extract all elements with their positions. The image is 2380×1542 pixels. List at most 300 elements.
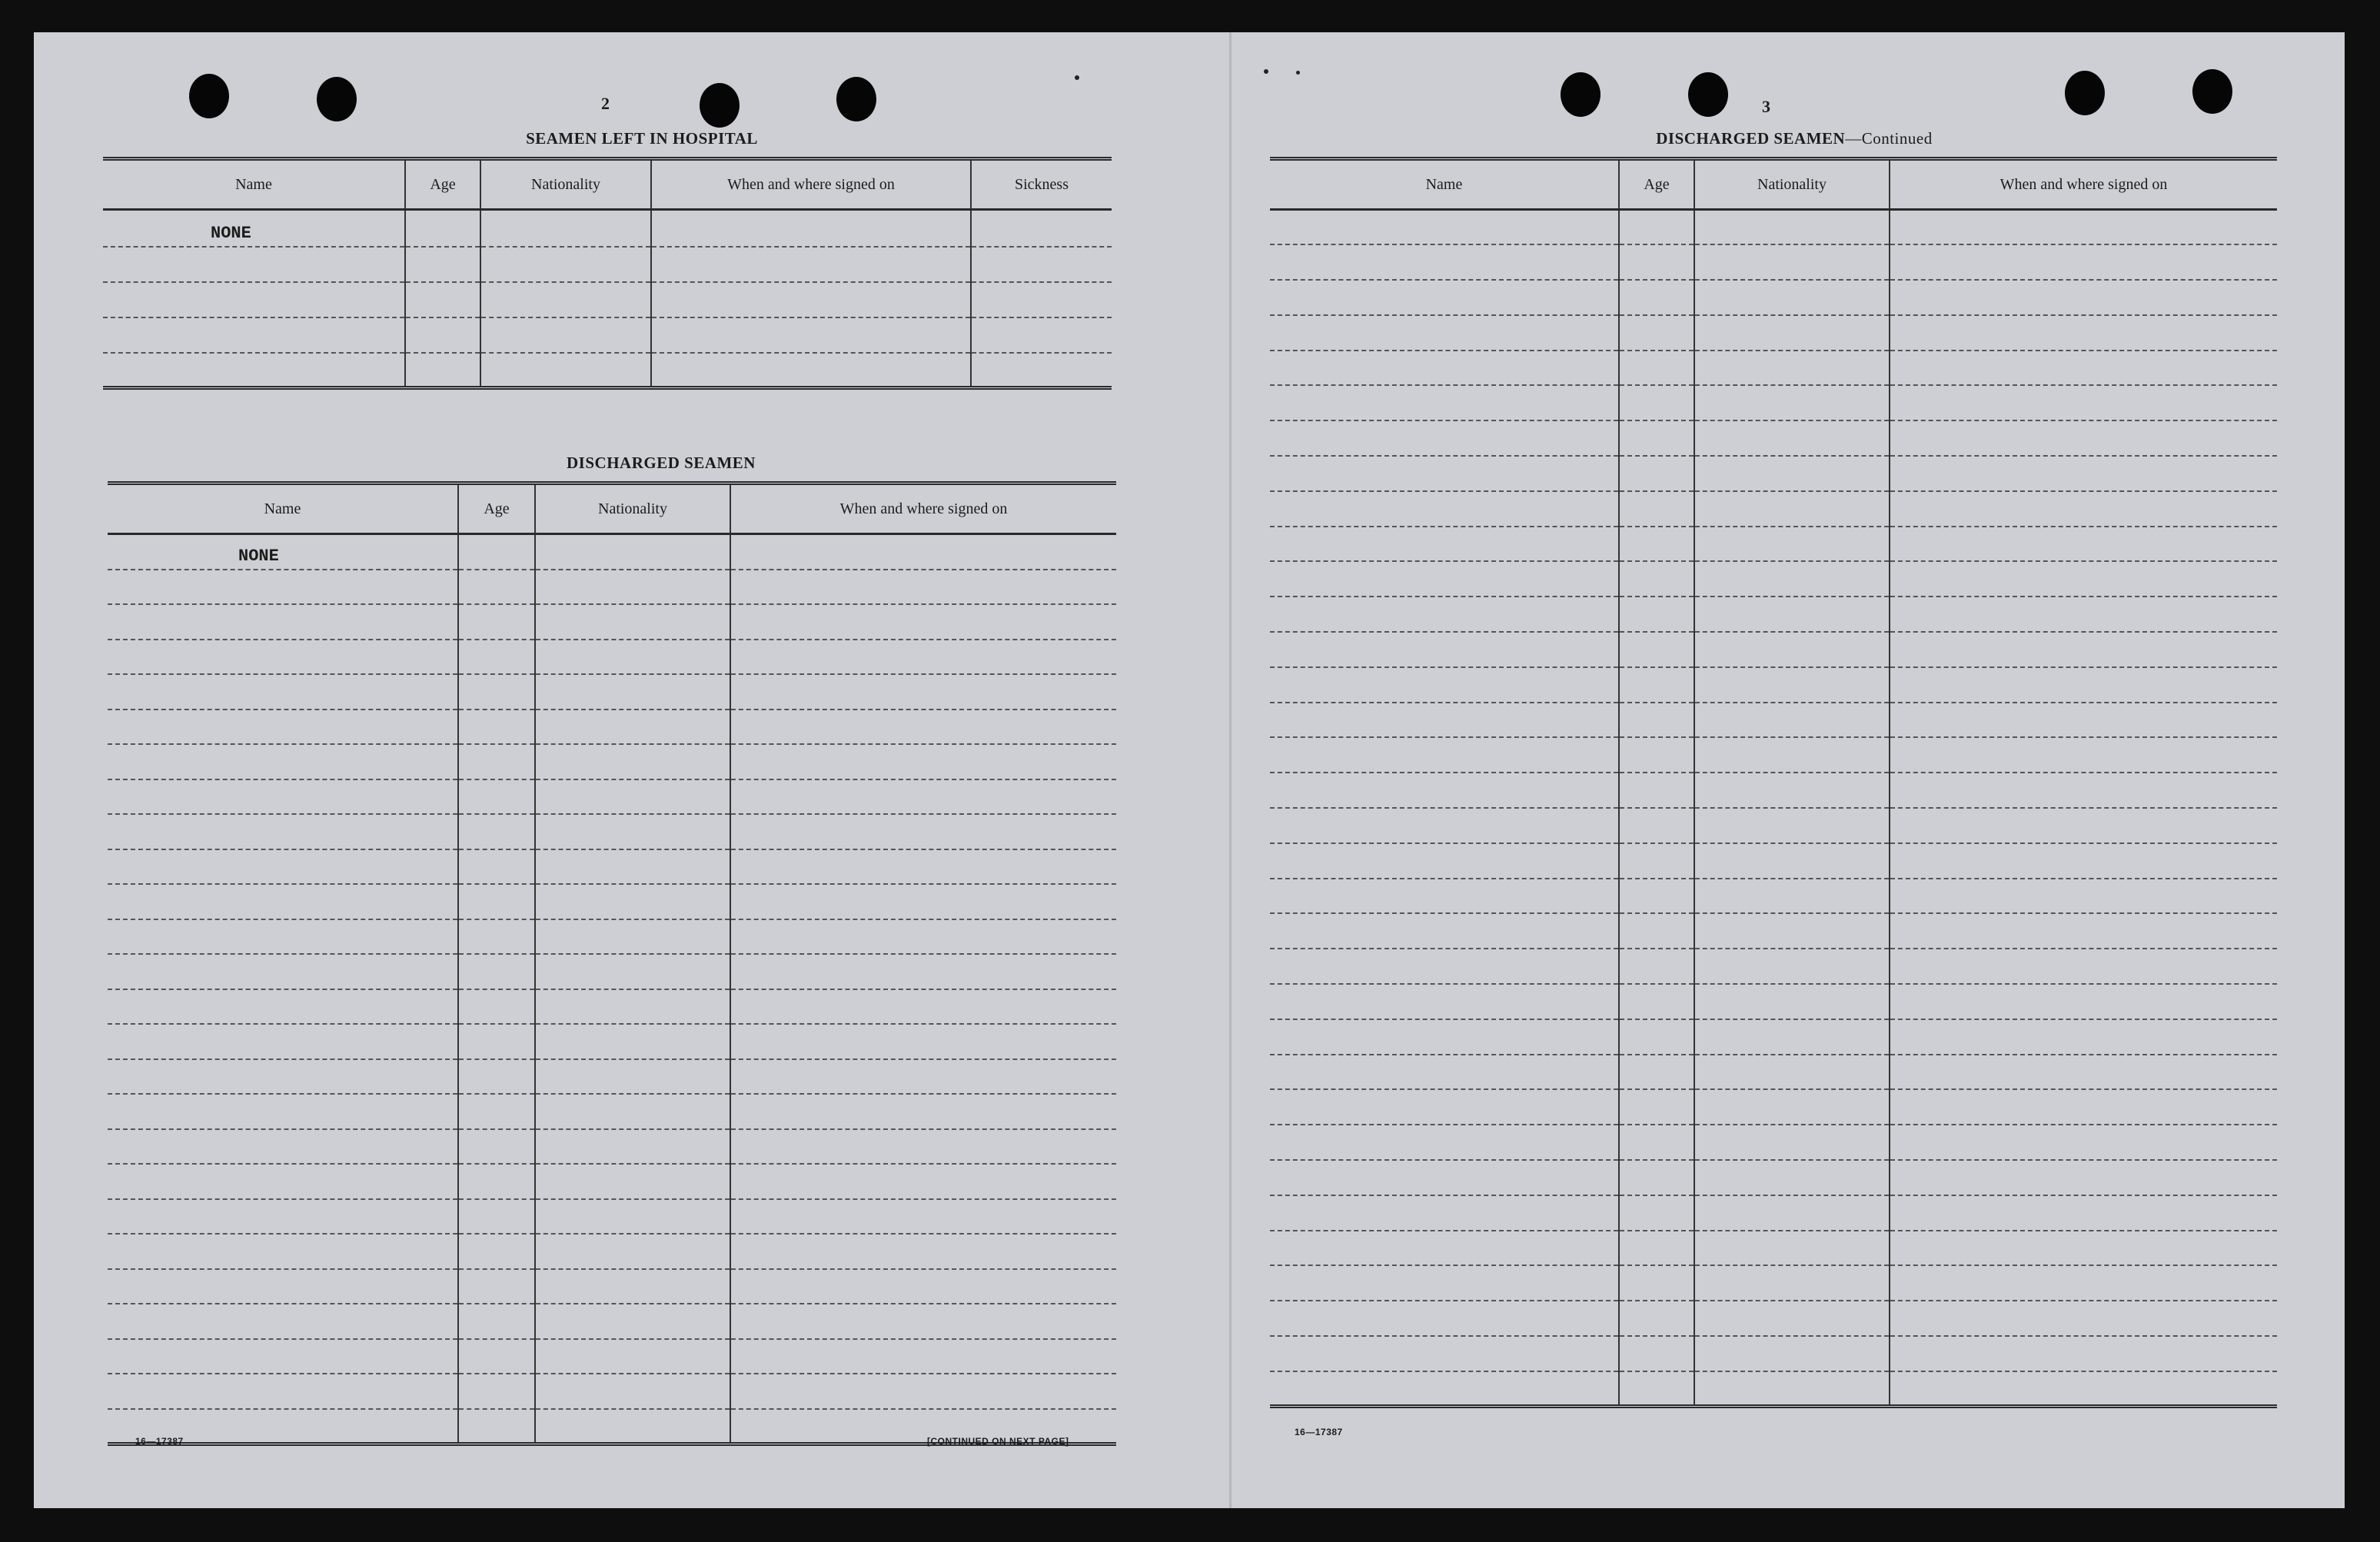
- table-cell: [1270, 1089, 1619, 1125]
- table-cell: [535, 954, 730, 989]
- table-cell: [1694, 1231, 1890, 1266]
- table-cell: [730, 954, 1116, 989]
- table-cell: [458, 1304, 535, 1339]
- table-cell: [458, 1199, 535, 1235]
- table-cell: [1619, 597, 1694, 632]
- table-cell: [103, 353, 405, 388]
- col-header-signed-on: When and where signed on: [1890, 159, 2277, 210]
- punch-hole: [2192, 69, 2232, 114]
- table-cell: [1270, 737, 1619, 773]
- table-cell: [103, 317, 405, 353]
- table-cell: [1619, 315, 1694, 351]
- col-header-nationality: Nationality: [535, 484, 730, 534]
- table-cell: [1890, 1019, 2277, 1055]
- table-cell: [535, 604, 730, 640]
- table-cell: [535, 919, 730, 955]
- table-cell: [1619, 737, 1694, 773]
- table-cell: [1890, 527, 2277, 562]
- table-cell: [1619, 843, 1694, 879]
- table-cell: [1270, 1336, 1619, 1371]
- table-cell: [1694, 843, 1890, 879]
- table-cell: [730, 1234, 1116, 1269]
- hospital-table: [103, 157, 1112, 390]
- table-cell: [730, 1024, 1116, 1059]
- table-cell: [535, 1059, 730, 1095]
- table-cell: [458, 1024, 535, 1059]
- table-cell: [1270, 1055, 1619, 1090]
- table-cell: [108, 919, 458, 955]
- table-cell: [1890, 280, 2277, 315]
- table-cell: [1890, 737, 2277, 773]
- table-cell: [1270, 561, 1619, 597]
- table-cell: [535, 1094, 730, 1129]
- table-cell: [730, 884, 1116, 919]
- table-cell: [1890, 210, 2277, 245]
- table-cell: [1619, 808, 1694, 843]
- table-cell: [730, 674, 1116, 710]
- table-cell: [1270, 280, 1619, 315]
- table-cell: [1694, 280, 1890, 315]
- table-cell: [1694, 315, 1890, 351]
- table-cell: [458, 744, 535, 779]
- table-cell: [1694, 1371, 1890, 1407]
- table-cell: [480, 210, 651, 247]
- table-cell: [1619, 1336, 1694, 1371]
- punch-hole: [2065, 71, 2105, 115]
- table-cell: [1619, 1160, 1694, 1195]
- table-cell: [458, 710, 535, 745]
- table-cell: [458, 534, 535, 570]
- form-number-right: 16—17387: [1295, 1427, 1343, 1437]
- table-cell: [535, 1339, 730, 1374]
- table-cell: [103, 282, 405, 317]
- table-cell: [108, 710, 458, 745]
- table-cell: [1270, 385, 1619, 420]
- table-cell: [1619, 1231, 1694, 1266]
- table-cell: [108, 1059, 458, 1095]
- table-cell: [1890, 1336, 2277, 1371]
- table-cell: [108, 1304, 458, 1339]
- table-cell: [480, 317, 651, 353]
- table-cell: [1890, 984, 2277, 1019]
- table-cell: [730, 1269, 1116, 1304]
- table-cell: [108, 1269, 458, 1304]
- discharged-continued-title: [1271, 129, 2317, 148]
- table-cell: [1619, 1019, 1694, 1055]
- table-cell: [1270, 773, 1619, 808]
- table-cell: [1890, 632, 2277, 667]
- table-cell: [730, 534, 1116, 570]
- table-cell: [1694, 456, 1890, 491]
- table-cell: [971, 317, 1112, 353]
- table-cell: [1694, 949, 1890, 984]
- table-cell: [651, 247, 971, 282]
- table-cell: [730, 1059, 1116, 1095]
- table-cell: [535, 1024, 730, 1059]
- table-cell: [1619, 1265, 1694, 1301]
- table-cell: [1270, 1195, 1619, 1231]
- table-cell: [1619, 527, 1694, 562]
- table-cell: [108, 989, 458, 1025]
- table-cell: [1890, 949, 2277, 984]
- table-cell: [1694, 808, 1890, 843]
- table-cell: [1890, 351, 2277, 386]
- table-cell: [730, 1129, 1116, 1165]
- table-cell: [1890, 1195, 2277, 1231]
- table-cell: [1270, 632, 1619, 667]
- table-cell: [108, 884, 458, 919]
- col-header-age: Age: [458, 484, 535, 534]
- table-cell: [1619, 210, 1694, 245]
- table-cell: [1890, 913, 2277, 949]
- table-cell: [730, 1374, 1116, 1409]
- table-cell: [651, 353, 971, 388]
- table-cell: [108, 570, 458, 605]
- table-cell: [1270, 879, 1619, 914]
- table-cell: [1694, 667, 1890, 703]
- table-cell: [535, 744, 730, 779]
- table-cell: [1694, 737, 1890, 773]
- table-cell: [405, 247, 480, 282]
- table-cell: [1890, 315, 2277, 351]
- table-cell: [535, 849, 730, 885]
- table-cell: [535, 710, 730, 745]
- table-cell: [1270, 843, 1619, 879]
- table-cell: [1270, 491, 1619, 527]
- table-cell: [1694, 1265, 1890, 1301]
- table-cell: [458, 604, 535, 640]
- table-cell: [535, 674, 730, 710]
- table-cell: [1890, 667, 2277, 703]
- ink-speck: [1264, 69, 1268, 74]
- table-cell: [108, 1094, 458, 1129]
- hospital-entry-name: NONE: [211, 223, 251, 243]
- table-cell: [458, 1374, 535, 1409]
- table-cell: [1890, 561, 2277, 597]
- table-cell: [1694, 527, 1890, 562]
- table-cell: [480, 282, 651, 317]
- table-cell: [458, 884, 535, 919]
- table-cell: [730, 710, 1116, 745]
- table-cell: [535, 989, 730, 1025]
- table-cell: [1694, 632, 1890, 667]
- discharged-table-right: [1270, 157, 2277, 1408]
- table-cell: [535, 1269, 730, 1304]
- table-cell: [405, 282, 480, 317]
- table-cell: [971, 282, 1112, 317]
- table-cell: [1270, 527, 1619, 562]
- discharged-section-title: DISCHARGED SEAMEN: [567, 454, 756, 472]
- ink-speck: [1296, 71, 1300, 75]
- col-header-age: Age: [405, 159, 480, 210]
- table-cell: [1619, 244, 1694, 280]
- table-cell: [458, 1409, 535, 1444]
- table-cell: [971, 210, 1112, 247]
- table-cell: [1890, 1160, 2277, 1195]
- table-cell: [458, 1269, 535, 1304]
- table-cell: [1270, 456, 1619, 491]
- table-cell: [1270, 420, 1619, 456]
- col-header-signed-on: When and where signed on: [651, 159, 971, 210]
- table-cell: [1270, 667, 1619, 703]
- table-cell: [1619, 456, 1694, 491]
- table-cell: [1890, 1125, 2277, 1160]
- table-cell: [535, 1164, 730, 1199]
- table-cell: [1694, 597, 1890, 632]
- table-cell: [535, 570, 730, 605]
- page-number-left: 2: [601, 94, 610, 113]
- table-cell: [108, 1129, 458, 1165]
- discharged-table-left: [108, 481, 1116, 1446]
- table-cell: [730, 1094, 1116, 1129]
- table-cell: [1890, 420, 2277, 456]
- punch-hole: [700, 83, 740, 128]
- table-cell: [108, 604, 458, 640]
- table-cell: [1619, 561, 1694, 597]
- table-cell: [1694, 491, 1890, 527]
- table-cell: [1694, 244, 1890, 280]
- table-cell: [1890, 1371, 2277, 1407]
- table-cell: [1270, 1265, 1619, 1301]
- table-cell: [535, 1234, 730, 1269]
- table-cell: [1890, 879, 2277, 914]
- table-cell: [1619, 1055, 1694, 1090]
- table-cell: [1694, 1019, 1890, 1055]
- table-cell: [108, 744, 458, 779]
- table-cell: [458, 954, 535, 989]
- table-cell: [535, 1409, 730, 1444]
- table-cell: [1890, 703, 2277, 738]
- table-cell: [1890, 773, 2277, 808]
- table-cell: [1890, 1231, 2277, 1266]
- table-cell: [1890, 244, 2277, 280]
- table-cell: [1270, 1125, 1619, 1160]
- table-cell: [405, 317, 480, 353]
- table-cell: [971, 353, 1112, 388]
- table-cell: [108, 1234, 458, 1269]
- table-cell: [1694, 1089, 1890, 1125]
- table-cell: [458, 849, 535, 885]
- table-cell: [535, 1199, 730, 1235]
- table-cell: [458, 1059, 535, 1095]
- table-cell: [1270, 703, 1619, 738]
- col-header-sickness: Sickness: [971, 159, 1112, 210]
- table-cell: [1619, 420, 1694, 456]
- table-cell: [1694, 1055, 1890, 1090]
- table-cell: [730, 1304, 1116, 1339]
- continued-note: [CONTINUED ON NEXT PAGE]: [927, 1436, 1069, 1447]
- table-cell: [1619, 703, 1694, 738]
- table-cell: [1694, 561, 1890, 597]
- table-cell: [971, 247, 1112, 282]
- table-cell: [1890, 843, 2277, 879]
- table-cell: [1890, 456, 2277, 491]
- page-number-right: 3: [1762, 97, 1770, 116]
- table-cell: [103, 247, 405, 282]
- table-cell: [1694, 420, 1890, 456]
- punch-hole: [836, 77, 876, 121]
- table-cell: [1890, 1265, 2277, 1301]
- col-header-signed-on: When and where signed on: [730, 484, 1116, 534]
- table-cell: [458, 989, 535, 1025]
- col-header-name: Name: [108, 484, 458, 534]
- table-cell: [651, 317, 971, 353]
- hospital-section-title: SEAMEN LEFT IN HOSPITAL: [526, 129, 758, 148]
- table-cell: [1694, 1160, 1890, 1195]
- col-header-nationality: Nationality: [1694, 159, 1890, 210]
- table-cell: [730, 570, 1116, 605]
- table-cell: [1890, 597, 2277, 632]
- col-header-age: Age: [1619, 159, 1694, 210]
- table-cell: [651, 282, 971, 317]
- table-cell: [405, 353, 480, 388]
- title-main: DISCHARGED SEAMEN: [1656, 129, 1846, 148]
- table-cell: [730, 849, 1116, 885]
- table-cell: [405, 210, 480, 247]
- table-cell: [108, 779, 458, 815]
- table-cell: [458, 814, 535, 849]
- table-cell: [1890, 808, 2277, 843]
- punch-hole: [1688, 72, 1728, 117]
- table-cell: [1619, 949, 1694, 984]
- table-cell: [1619, 984, 1694, 1019]
- table-cell: [1619, 491, 1694, 527]
- table-cell: [480, 353, 651, 388]
- table-cell: [730, 814, 1116, 849]
- table-cell: [108, 849, 458, 885]
- table-cell: [1619, 667, 1694, 703]
- table-cell: [458, 1234, 535, 1269]
- table-cell: [108, 1374, 458, 1409]
- table-cell: [1890, 1089, 2277, 1125]
- table-cell: [1270, 597, 1619, 632]
- table-cell: [458, 1094, 535, 1129]
- table-cell: [1694, 385, 1890, 420]
- table-cell: [730, 1164, 1116, 1199]
- table-cell: [535, 1129, 730, 1165]
- table-cell: [730, 1339, 1116, 1374]
- table-cell: [1619, 632, 1694, 667]
- table-cell: [1270, 315, 1619, 351]
- table-cell: [1270, 808, 1619, 843]
- table-cell: [1619, 913, 1694, 949]
- page-fold: [1229, 32, 1232, 1508]
- table-cell: [1694, 984, 1890, 1019]
- table-cell: [535, 884, 730, 919]
- table-cell: [1270, 351, 1619, 386]
- table-cell: [1270, 1231, 1619, 1266]
- table-cell: [1270, 1371, 1619, 1407]
- table-cell: [108, 1199, 458, 1235]
- table-cell: [108, 640, 458, 675]
- table-cell: [1619, 1301, 1694, 1336]
- table-cell: [108, 674, 458, 710]
- table-cell: [1694, 773, 1890, 808]
- table-cell: [480, 247, 651, 282]
- table-cell: [108, 814, 458, 849]
- table-cell: [1619, 385, 1694, 420]
- punch-hole: [1561, 72, 1601, 117]
- discharged-entry-name: NONE: [238, 546, 279, 566]
- table-cell: [730, 604, 1116, 640]
- table-cell: [730, 744, 1116, 779]
- table-cell: [1694, 210, 1890, 245]
- table-cell: [730, 779, 1116, 815]
- table-cell: [1694, 703, 1890, 738]
- table-cell: [1270, 210, 1619, 245]
- table-cell: [108, 1164, 458, 1199]
- table-cell: [458, 1339, 535, 1374]
- table-cell: [651, 210, 971, 247]
- table-cell: [730, 919, 1116, 955]
- table-cell: [108, 1024, 458, 1059]
- table-cell: [1694, 913, 1890, 949]
- table-cell: [1619, 1089, 1694, 1125]
- table-cell: [458, 570, 535, 605]
- table-cell: [1890, 385, 2277, 420]
- table-cell: [730, 640, 1116, 675]
- table-cell: [1270, 1019, 1619, 1055]
- table-cell: [1890, 1055, 2277, 1090]
- table-cell: [1694, 1301, 1890, 1336]
- table-cell: [1694, 879, 1890, 914]
- col-header-name: Name: [103, 159, 405, 210]
- title-suffix: —Continued: [1845, 129, 1933, 148]
- table-cell: [1270, 984, 1619, 1019]
- table-cell: [1270, 913, 1619, 949]
- col-header-nationality: Nationality: [480, 159, 651, 210]
- table-cell: [1619, 773, 1694, 808]
- table-cell: [1270, 1301, 1619, 1336]
- table-cell: [730, 989, 1116, 1025]
- table-cell: [458, 919, 535, 955]
- table-cell: [535, 1304, 730, 1339]
- table-cell: [1619, 280, 1694, 315]
- table-cell: [458, 1129, 535, 1165]
- table-cell: [535, 534, 730, 570]
- table-cell: [1694, 351, 1890, 386]
- table-cell: [458, 1164, 535, 1199]
- table-cell: [535, 640, 730, 675]
- form-sheet: [34, 32, 2345, 1508]
- table-cell: [1694, 1195, 1890, 1231]
- table-cell: [1619, 1195, 1694, 1231]
- table-cell: [1890, 1301, 2277, 1336]
- table-cell: [1619, 1125, 1694, 1160]
- table-cell: [535, 779, 730, 815]
- table-cell: [1890, 491, 2277, 527]
- table-cell: [1619, 879, 1694, 914]
- col-header-name: Name: [1270, 159, 1619, 210]
- table-cell: [1270, 244, 1619, 280]
- table-cell: [458, 674, 535, 710]
- table-cell: [1619, 1371, 1694, 1407]
- punch-hole: [189, 74, 229, 118]
- table-cell: [535, 814, 730, 849]
- ink-speck: [1075, 75, 1079, 80]
- table-cell: [108, 954, 458, 989]
- table-cell: [458, 779, 535, 815]
- table-cell: [458, 640, 535, 675]
- table-cell: [1694, 1336, 1890, 1371]
- table-cell: [1619, 351, 1694, 386]
- punch-hole: [317, 77, 357, 121]
- table-cell: [1270, 949, 1619, 984]
- table-cell: [108, 1339, 458, 1374]
- table-cell: [1270, 1160, 1619, 1195]
- table-cell: [730, 1199, 1116, 1235]
- table-cell: [535, 1374, 730, 1409]
